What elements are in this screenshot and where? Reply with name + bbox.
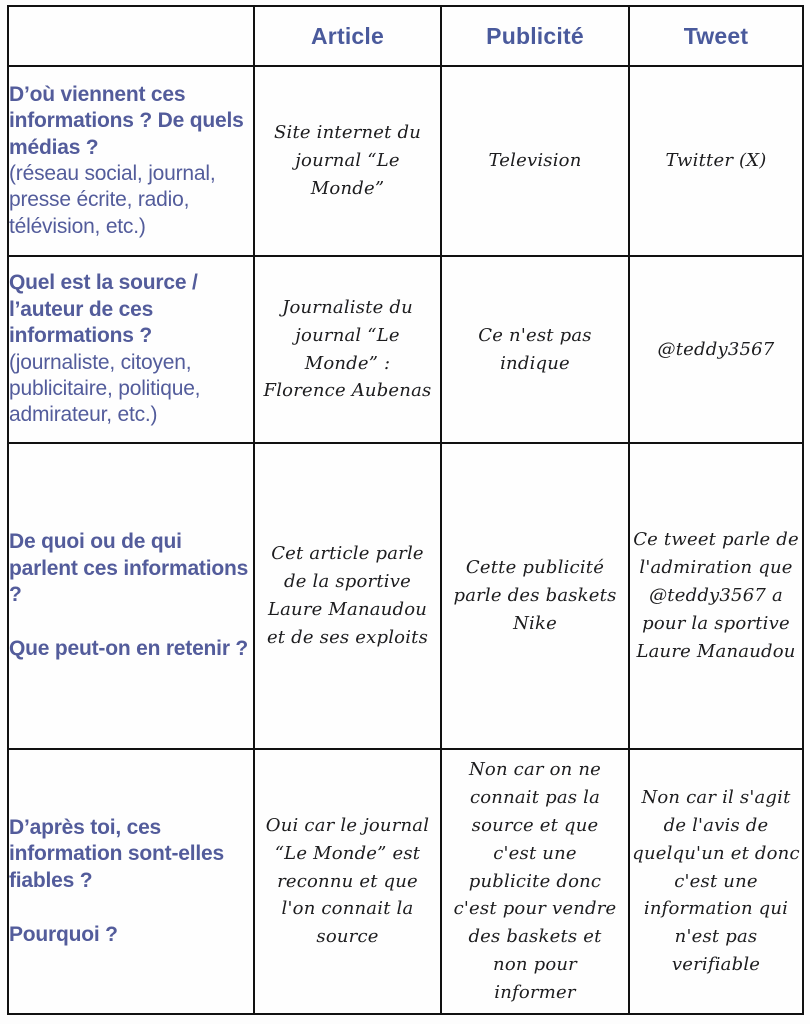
question-text: De quoi ou de qui parlent ces informations ? xyxy=(9,530,249,606)
answer-cell-sujet-publicite xyxy=(441,443,629,749)
answer-cell-source-publicite xyxy=(441,256,629,443)
header-row xyxy=(8,6,803,66)
answer-cell-sujet-article xyxy=(254,443,441,749)
answer-cell-source-tweet xyxy=(629,256,803,443)
row-source-auteur xyxy=(8,256,803,443)
question-text: D’après toi, ces information sont-elles fiables ? xyxy=(9,815,224,892)
question-secondary-text: Pourquoi ? xyxy=(9,922,118,946)
question-text: D’où viennent ces informations ? De quels médias ? xyxy=(9,82,244,159)
answer-cell-fiabilite-publicite xyxy=(441,749,629,1014)
question-cell-sujet xyxy=(8,443,254,749)
handwritten-answer: Cet article parle de la sportive Laure Manaudou et de ses exploits xyxy=(266,543,429,648)
media-comparison-table xyxy=(7,5,804,1015)
row-origine-medias xyxy=(8,66,803,256)
answer-cell-fiabilite-article xyxy=(254,749,441,1014)
handwritten-answer: Television xyxy=(488,150,582,172)
handwritten-answer: @teddy3567 xyxy=(657,338,775,360)
answer-cell-origine-tweet xyxy=(629,66,803,256)
question-secondary-text: Que peut-on en retenir ? xyxy=(9,637,249,661)
handwritten-answer: Twitter (X) xyxy=(665,150,767,172)
question-note: (journaliste, citoyen, publicitaire, politique, admirateur, etc.) xyxy=(9,350,201,427)
header-publicite: Publicité xyxy=(441,6,629,66)
handwritten-answer: Ce n'est pas indique xyxy=(478,324,592,374)
question-cell-origine xyxy=(8,66,254,256)
handwritten-answer: Ce tweet parle de l'admiration que @teddy3567 a pour la sportive Laure Manaudou xyxy=(633,529,799,662)
answer-cell-fiabilite-tweet xyxy=(629,749,803,1014)
answer-cell-sujet-tweet xyxy=(629,443,803,749)
handwritten-answer: Cette publicité parle des baskets Nike xyxy=(453,557,617,634)
question-text: Quel est la source / l’auteur de ces informations ? xyxy=(9,271,198,348)
answer-cell-origine-publicite xyxy=(441,66,629,256)
header-article: Article xyxy=(254,6,441,66)
question-note: (réseau social, journal, presse écrite, radio, télévision, etc.) xyxy=(9,162,216,238)
row-sujet-retenir xyxy=(8,443,803,749)
header-corner-cell xyxy=(8,6,254,66)
row-fiabilite xyxy=(8,749,803,1014)
handwritten-answer: Non car il s'agit de l'avis de quelqu'un et donc c'est une information qui n'est pas verifiable xyxy=(632,786,800,976)
handwritten-answer: Oui car le journal “Le Monde” est reconnu et que l'on connait la source xyxy=(265,814,430,948)
answer-cell-origine-article xyxy=(254,66,441,256)
question-cell-source xyxy=(8,256,254,443)
handwritten-answer: Non car on ne connait pas la source et que c'est une publicite donc c'est pour vendre des baskets et non pour informer xyxy=(453,758,617,1004)
question-cell-fiabilite xyxy=(8,749,254,1014)
header-tweet: Tweet xyxy=(629,6,803,66)
handwritten-answer: Site internet du journal “Le Monde” xyxy=(273,122,422,199)
answer-cell-source-article xyxy=(254,256,441,443)
handwritten-answer: Journaliste du journal “Le Monde” : Florence Aubenas xyxy=(263,296,432,402)
